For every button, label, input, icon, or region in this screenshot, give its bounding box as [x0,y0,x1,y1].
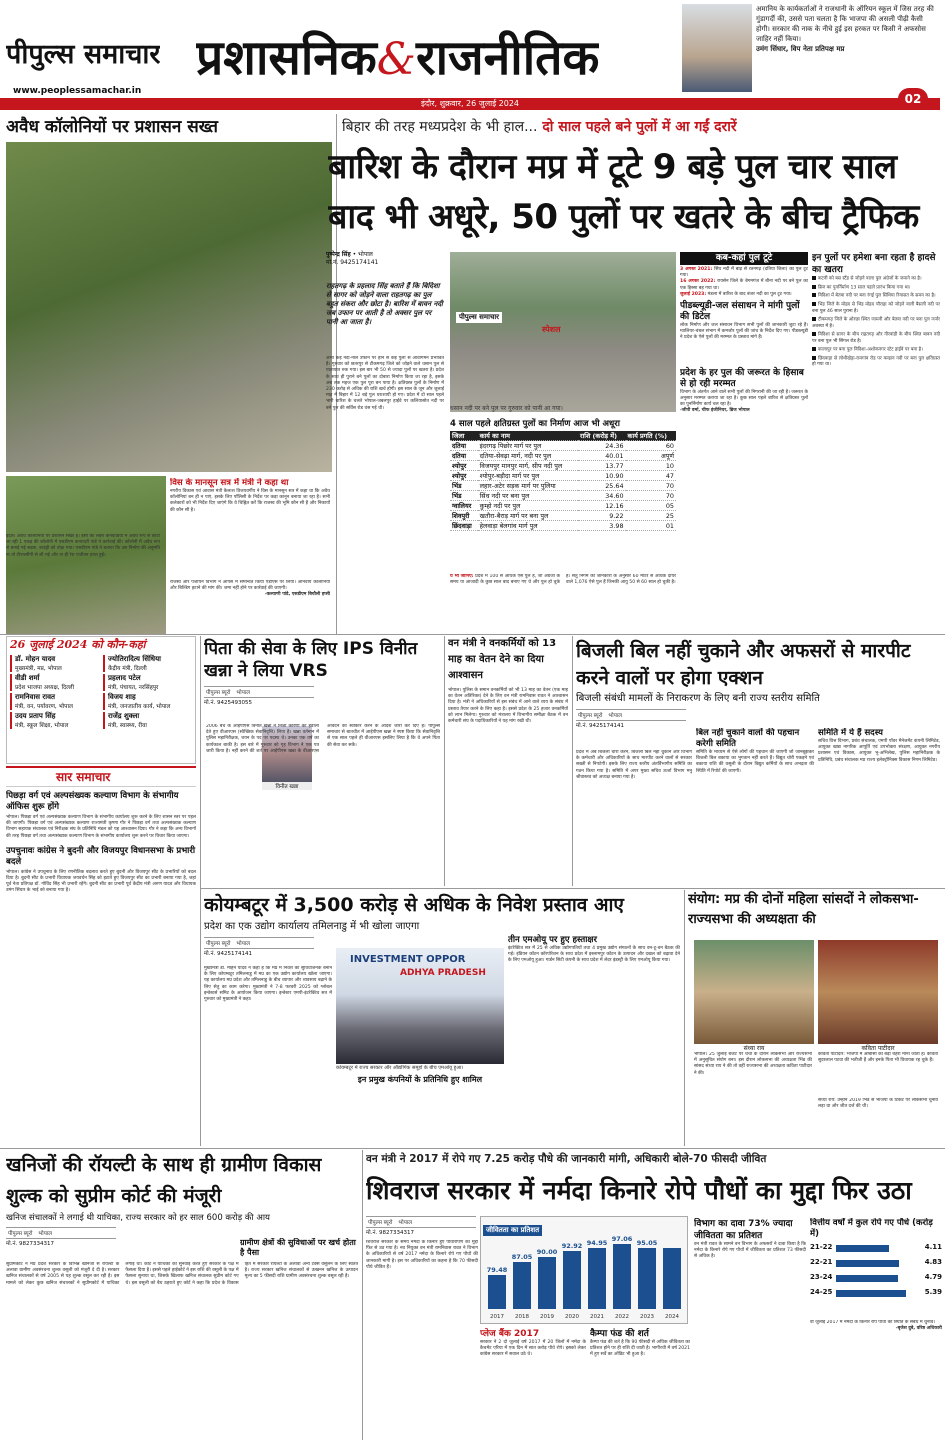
survival-bar [488,1275,506,1309]
bridge-table-cell: 40.01 [578,451,626,461]
coimbatore-subhead: प्रदेश का एक उद्योग कार्यालय तमिलनाडु में भी खोला जाएगा [204,921,420,932]
saar-h2: उपचुनावः कांग्रेस ने बुदनी और विजयपुर विधानसभा के प्रभारी बदले [6,845,196,867]
bridge-table-cell: 3.98 [578,521,626,531]
narmada-kicker: वन मंत्री ने 2017 में रोपे गए 7.25 करोड़ पौधे की जानकारी मांगी, अधिकारी बोले-70 फीसदी जीवित [366,1153,767,1165]
bridge-side [680,252,808,624]
coimbatore-photo: INVESTMENT OPPOR ADHYA PRADESH [336,948,504,1064]
inset-text: नगरीय विकास एवं आवास मंत्री कैलाश विजयवर्गीय ने विस के मानसून सत्र में कहा था कि अवैध कॉलोनियां बन ही न पाएं, इसके लिए पॉलिसी के निर्देश पर कड़ा कानून बनाया जा रहा है। सभी कलेक्टरों को भी निर्देश दिए जाएंगे कि वे चिह्नित करें कि राजस्व की भूमि कौन सी है और निकायों की कौन सी है। [170,489,330,513]
khanij-side-head: ग्रामीण क्षेत्रों की सुविधाओं पर खर्च होता है पैसा [240,1238,356,1257]
page-number: 02 [898,88,928,110]
danger-item: छिंदवाड़ा से लोधीखेड़ा-रामगांव रोड पर कन्हान नदी पर बना पुल क्षतिग्रस्त हो गया था। [812,356,940,368]
sanyog-story [688,890,940,1146]
bridge-table-row [450,511,676,521]
bridge-table-cell: 10.90 [578,471,626,481]
survival-bar [638,1248,656,1309]
pledge-box: प्लेज बैंक 2017 सरकार ने 2 दो जुलाई वर्ष 2017 में 20 जिलों में नर्मदा के कैचमेंट एरिया में एक दिन में सात करोड़ पौधे रोपे। इसको लेकर कांग्रेस सरकार में सवाल उठे थे। [480,1329,586,1358]
bridge-table-cell: 25.64 [578,481,626,491]
plants-year-label: 21-22 [810,1243,833,1251]
river-photo [450,252,676,412]
bijli-story: बिजली बिल नहीं चुकाने और अफसरों से मारपीट करने वालों पर होगा एक्शन बिजली संबंधी मामलों के निराकरण के लिए बनी राज्य स्तरीय समिति पीपुल्स ब्यूरो भोपाल मो.नं. 9425174141 प्रदेश में अब बिजली चोरी करने, बिजली बिल नहीं चुकाने और विभाग के कर्मचारी और अधिकारियों के साथ मारपीट करने वालों से सरकार सख्ती से निपटेगी। इसके लिए राज्य स्तरीय अंतर्विभागीय समिति का गठन किया गया है। समिति में अपर मुख्य सचिव ऊर्जा विभाग मनु श्रीवास्तव को अध्यक्ष बनाया गया है। बिल नहीं चुकाने वालों की पहचान करेगी समिति समिति के माध्यम से ऐसे लोगों की पहचान की जाएगी जो जानबूझकर बिजली बिल बकाया का भुगतान नहीं करते हैं। विद्युत चोरी पकड़ने एवं बकाया राशि की वसूली के दौरान विद्युत कर्मियों के साथ अभद्रता की स्थिति में रिपोर्ट की जाएगी। समिति में ये हैं सदस्य सचिव वित्त विभाग, प्रबंध संचालक, एमपी पॉवर मैनेजमेंट कंपनी लिमिटेड, आयुक्त खाद्य नागरिक आपूर्ति एवं उपभोक्ता संरक्षण, आयुक्त नगरीय प्रशासन एवं विकास, आयुक्त भू-अभिलेख, पुलिस महानिरीक्षक के प्रतिनिधि, प्रबंध संचालक मप्र राज्य इलेक्ट्रॉनिक्स विकास निगम लिमिटेड। [576,638,940,888]
bullet-icon [812,276,816,280]
quote-author-photo [682,4,752,92]
survival-year-label: 2020 [565,1314,579,1320]
bullet-icon [812,302,816,306]
sandhya-photo [694,940,814,1044]
bullet-icon [812,332,816,336]
ips-headline: पिता की सेवा के लिए IPS विनीत खन्ना ने लिया VRS [204,639,418,681]
survival-bar-label: 90.00 [536,1247,558,1256]
coimbatore-sub2: इन प्रमुख कंपनियों के प्रतिनिधि हुए शामिल [357,1075,483,1084]
bullet-icon [812,293,816,297]
bridge-table-header: जिला [450,431,478,441]
budget-title: प्रदेश के हर पुल की जरूरत के हिसाब से हो रही मरम्मत [680,367,804,389]
bridge-table-cell: 24.36 [578,441,626,451]
survival-bar-label: 97.06 [611,1235,633,1244]
dateline: इंदौर, शुक्रवार, 26 जुलाई 2024 [420,99,520,108]
khanij-story: खनिजों की रॉयल्टी के साथ ही ग्रामीण विकास शुल्क को सुप्रीम कोर्ट की मंजूरी खनिज संचालकों ने लगाई थी याचिका, राज्य सरकार को हर साल 600 करोड़ की आय पीपुल्स ब्यूरो भोपाल मो.नं. 9827334317 ग्रामीण क्षेत्रों की सुविधाओं पर खर्च होता है पैसा सुप्रीमकोर्ट ने मप्र प्रदेश सरकार के विभिन्न खनिजों से रायल्टी के अलावा ग्रामीण अवसंरचना शुल्क वसूली को मंजूरी दे दी है। सरकार खनिज संचालकों से वर्ष 2005 से यह शुल्क वसूल कर रही है। इस मामले को लेकर कुछ खनिज संचालकों ने सुप्रीमकोर्ट में याचिका लगाई थी। कोर्ट ने याचिका को सुनवाई करते हुए सरकार के पक्ष में फैसला दिया है। इससे पहले हाईकोर्ट ने इस राशि की वसूली के पक्ष में फैसला सुनाया था, जिसके खिलाफ खनिज संचालक सुप्रीम कोर्ट गए थे। इस वसूली को बैध ठहराते हुए कोर्ट ने कहा कि प्रदेश के विकास हित में सरकार रायल्टी के अलावा अन्य टैक्स वसूलने के लिए स्वतंत्र है। राज्य सरकार खनिज संचालकों से उत्खनन खनिज के उत्पादन मूल्य का 5 फीसदी राशि ग्रामीण अवसंरचना शुल्क वसूल रही है। [6,1150,358,1440]
inset-heading: विस के मानसून सत्र में मंत्री ने कहा था [170,478,289,488]
forest-body: भोपाल। पुलिस के समान वनकर्मियों को भी 13 माह का वेतन (एक माह का वेतन अतिरिक्त) देने के लिए वन मंत्री रामनिवास रावत ने आश्वासन दिया है। मंत्री ने अधिकारियों से इस संबंध में आने वाले व्यय के संबंध में प्रस्ताव तैयार करने के लिए कहा है। इससे प्रदेश के 25 हजार वनकर्मियों को लाभ मिलेगा। गुरुवार को मंत्रालय में विभागीय समीक्षा बैठक में वन कर्मचारी संघ के पदाधिकारियों ने यह मांग रखी थी। [448,688,568,725]
khanij-body: सुप्रीमकोर्ट ने मप्र प्रदेश सरकार के विभिन्न खनिजों से रायल्टी के अलावा ग्रामीण अवसंरचना शुल्क वसूली को मंजूरी दे दी है। सरकार खनिज संचालकों से वर्ष 2005 से यह शुल्क वसूल कर रही है। इस मामले को लेकर कुछ खनिज संचालकों ने सुप्रीमकोर्ट में याचिका लगाई थी। कोर्ट ने याचिका को सुनवाई करते हुए सरकार के पक्ष में फैसला दिया है। इससे पहले हाईकोर्ट ने इस राशि की वसूली के पक्ष में फैसला सुनाया था, जिसके खिलाफ खनिज संचालक सुप्रीम कोर्ट गए थे। इस वसूली को बैध ठहराते हुए कोर्ट ने कहा कि प्रदेश के विकास हित में सरकार रायल्टी के अलावा अन्य टैक्स वसूलने के लिए स्वतंत्र है। राज्य सरकार खनिज संचालकों से उत्खनन खनिज के उत्पादन मूल्य का 5 फीसदी राशि ग्रामीण अवसंरचना शुल्क वसूल रही है। [6,1262,358,1286]
budget-sign: -जीपी वर्मा, चीफ इंजीनियर, ब्रिज भोपाल [680,408,750,414]
bullet-icon [812,317,816,321]
narmada-note: वो जुलाई 2017 में नर्मदा के किनारे रोपे पौधों की स्थिति के संबंध में चुनाव। -बृजेश दुबे, वरिष्ठ अधिकारी [810,1320,942,1332]
plants-bar [836,1260,899,1267]
bullet-icon [812,285,816,289]
when-item: 16 अगस्त 2022: रायसेन जिले के बेगमगंज में बीना नदी पर बने पुल का एक हिस्सा बह गया था। [680,279,808,291]
plants-row [810,1242,942,1255]
danger-item: विदिशा से सागर के बीच राहतगढ़ और नीरवांडी के बीच स्थित बावन नदी पर बना पुल भी सिंगल रोड है। [812,332,940,344]
bridge-table-row [450,501,676,511]
bridges-note: ये भी जानिए: प्रदेश में 100 से अधिक ऐसे पुल हैं, जो अंग्रेजों के समय या आजादी के कुछ साल बाद बनाए गए थे और पुल हो चुके हैं। सेतु निगम की जानकारी के अनुसार 60 मीटर से अधिक दायरे वाले 1,076 ऐसे पुल हैं जिनकी आयु 50 से 60 साल हो चुकी है। [450,574,676,586]
bridge-table-cell: सिंध नदी पर बना पुल [478,491,578,501]
minister-entry: रामनिवास रावत मंत्री, वन, पर्यावरण, भोपाल [10,693,99,710]
bridge-table-row [450,451,676,461]
ministers-title: 26 जुलाई 2024 को कौन-कहां [10,638,146,651]
survival-chart-title: जीवितता का प्रतिशत [483,1225,542,1236]
bridge-table-cell: विजयपुर मानपुर मार्ग, सीप नदी पुल [478,461,578,471]
ministers-box [6,636,196,764]
danger-list [812,276,940,368]
bijli-body: प्रदेश में अब बिजली चोरी करने, बिजली बिल नहीं चुकाने और विभाग के कर्मचारी और अधिकारियों के साथ मारपीट करने वालों से सरकार सख्ती से निपटेगी। इसके लिए राज्य स्तरीय अंतर्विभागीय समिति का गठन किया गया है। समिति में अपर मुख्य सचिव ऊर्जा विभाग मनु श्रीवास्तव को अध्यक्ष बनाया गया है। [576,750,692,780]
bridge-table-cell: खतौरा-बैराड़ मार्ग पर बना पुल [478,511,578,521]
khanij-headline: खनिजों की रॉयल्टी के साथ ही ग्रामीण विकास शुल्क को सुप्रीम कोर्ट की मंजूरी [6,1154,322,1207]
bridge-table-cell: लहार-अटेर सड़क मार्ग पर पुलिया [478,481,578,491]
brand-logo: पीपुल्स समाचार [6,39,161,70]
sanyog-headline: संयोग: मप्र की दोनों महिला सांसदों ने लोकसभा-राज्यसभा की अध्यक्षता की [688,892,919,927]
bijli-box2: समिति में ये हैं सदस्य सचिव वित्त विभाग, प्रबंध संचालक, एमपी पॉवर मैनेजमेंट कंपनी लिमिटेड, आयुक्त खाद्य नागरिक आपूर्ति एवं उपभोक्ता संरक्षण, आयुक्त नगरीय प्रशासन एवं विकास, आयुक्त भू-अभिलेख, पुलिस महानिरीक्षक के प्रतिनिधि, प्रबंध संचालक मप्र राज्य इलेक्ट्रॉनिक्स विकास निगम लिमिटेड। [818,728,940,763]
colonies-photo [6,142,332,472]
narmada-headline: शिवराज सरकार में नर्मदा किनारे रोपे पौधों का मुद्दा फिर उठा [366,1176,912,1205]
narmada-byline: पीपुल्स ब्यूरो भोपाल मो.नं. 9827334317 [366,1216,486,1236]
bridge-table-cell: 70 [626,481,676,491]
saar-t2: भोपाल। कांग्रेस ने उपचुनाव के लिए रणनीतिक बदलाव करते हुए बुदनी और विजयपुर सीट के प्रभारियों को बदल दिया है। बुदनी सीट के प्रभारी विधायक जयवर्धन सिंह को हटाते हुए विजयपुर सीट का प्रभारी बनाया गया है, जहां पूर्व नेता प्रतिपक्ष डॉ. गोविंद सिंह भी प्रभारी रहेंगे। बुदनी सीट का प्रभारी पूर्व केंद्रीय मंत्री अरुण यादव और विधायक उमंग सिंघार के भाई को बनाया गया है। [6,869,196,894]
survival-year-label: 2019 [540,1314,554,1320]
bridges-lead: राहतगढ़ के प्रहलाद सिंह बताते हैं कि बिदिशा से सागर को जोड़ने वाला राहतगढ़ का पुल बहुत संकरा और छोटा है। बारिश में बावन नदी जब उफान पर आती है तो अक्सर पुल पर पानी आ जाता है। [326,282,443,326]
mou-box: तीन एमओयू पर हुए हस्ताक्षर इंटरेक्टिव सत्र में 25 से अधिक उद्योगपतियों तथा 4 प्रमुख उद्योग संगठनों के साथ वन-टू-वन बैठक की गई। इंडियन कॉटन कॉरपोरेशन के साथ प्रदेश में इस्लामपुर कॉटन के उत्पादन और दखल को बढ़ावा देने के लिए एमओयू हुआ। गार्डन सिटी कंपनी के साथ प्रदेश में लेदर इंडस्ट्री के लिए एमओयू किया गया। [508,935,680,964]
bridges-body: अभी कई नदी-नाले उफान पर होने से कई पुलों से आवागमन प्रभावित है। गुरुवार को छतरपुर से टीकमगढ़ जिले को जोड़ने वाले धसान पुल से यातायात रुक गया। इस बार भी 50 से ज्यादा पुलों पर खतरा है। प्रदेश के साथ ही पुराने बने पुलों का दोबारा निर्माण किया जा रहा है, इसके अब तक महज एक पुल पूरा बन पाया है। क्षतिग्रस्त पुलों के निर्माण में 230 करोड़ से अधिक की राशि खर्च होगी। इस साल के जून और जुलाई माह में बिहार में 12 बड़े पुल धराशायी हो गए। प्रदेश में दो साल पहले भारी बारिश के चलते भोपाल-जबलपुर हाईवे पर कलियासोत नदी पर बने पुल की सर्विस रोड धंस गई थी। [326,356,444,411]
plants-chart [810,1218,942,1318]
survival-bar-label: 79.48 [486,1265,508,1274]
minister-entry: ज्योतिरादित्य सिंधिया केंद्रीय मंत्री, दिल्ली [103,655,192,672]
bridges-headline: बारिश के दौरान मप्र में टूटे 9 बड़े पुल चार साल बाद भी अधूरे, 50 पुलों पर खतरे के बीच ट्रैफिक [328,147,919,237]
survival-year-label: 2022 [615,1314,629,1320]
minister-entry: विजय शाह मंत्री, जनजातीय कार्य, भोपाल [103,693,192,710]
website-url[interactable]: www.peoplessamachar.in [13,86,142,96]
plants-row [810,1272,942,1285]
survival-bar [613,1244,631,1309]
quote-author: उमंग सिंघार, विप नेता प्रतिपक्ष मप्र [756,45,845,53]
bridge-table-header: कार्य प्रगति (%) [626,431,676,441]
bridge-table-header: राशि (करोड़ में) [578,431,626,441]
photo-tag: स्पेशल [542,325,561,334]
side-caption: राजस्व और पंजीयन विभाग ने आपस में समन्वित किया एडीएस पर लिया। अनिवार्य कॉलोनियों और बिल्डिंग हटाने की मांग की। जमा नहीं होने पर कार्रवाई की जाएगी। -कल्याणी पांडे, एसडीएम बिचौली हप्सी [170,580,330,598]
plants-value-label: 4.11 [924,1243,942,1251]
bridge-table-cell: श्योपुर [450,461,478,471]
danger-title: इन पुलों पर हमेशा बना रहता है हादसे का खतरा [812,253,936,275]
ips-story: पिता की सेवा के लिए IPS विनीत खन्ना ने लिया VRS पीपुल्स ब्यूरो भोपाल मो.नं. 9425493055 विनीत खन्ना 2006 बैच के आईपीएस विनीत खन्ना ने निजी कारणों का हवाला देते हुए वीआरएस (स्वैच्छिक सेवानिवृत्ति) लिया है। खन्ना वर्तमान में पुलिस महानिरीक्षक, चयन के पद पर पदस्थ थे। उनका एक वर्ष का कार्यकाल बाकी है। इस बारे में गुरुवार को गृह विभाग ने एक पत्र जारी किया है। नहीं करने की शर्त पर आईपीएस खन्ना के वीआरएस आवेदन को स्वीकार करने के आदेश जारी कर दिए हैं। पीपुल्स समाचार से बातचीत में आईपीएस खन्ना ने स्पष्ट किया कि सेवानिवृत्ति से एक साल पहले ही वीआरएस इसलिए लिया है कि वे अपने पिता की सेवा कर सकें। [204,638,440,888]
bridge-table-row [450,491,676,501]
when-list [680,267,808,298]
bridge-table-cell: शिवपुरी [450,511,478,521]
bridge-table-cell: 13.77 [578,461,626,471]
bridge-table-cell: हेलवाड़ा बेलगांव मार्ग पुल [478,521,578,531]
bridge-table-title: 4 साल पहले क्षतिग्रस्त पुलों का निर्माण आज भी अधूरा [450,419,620,429]
kavita-name: कविता पाटीदार [861,1045,895,1052]
kavita-photo [818,940,938,1044]
plants-value-label: 5.39 [924,1288,942,1296]
plants-chart-plot [810,1242,942,1318]
bridge-table-cell: श्योपुर [450,471,478,481]
sanyog-text1: भोपाल। 25 जुलाई बजट पर चर्चा के दौरान लोकसभा और राज्यसभा में अनुसूचित संयोग बना। इस दौरान लोकसभा की अध्यक्षता भिंड की सांसद संध्या राय ने की तो वहीं राज्यसभा की अध्यक्षता कविता पाटीदार ने की। [694,1052,812,1076]
plants-year-label: 22-21 [810,1258,833,1266]
bridge-table-cell: 34.60 [578,491,626,501]
photo-label: पीपुल्स समाचार [456,312,502,323]
bridge-table-row [450,461,676,471]
survival-year-label: 2023 [640,1314,654,1320]
danger-item: भिंड जिले के मोहद से भिंड मोहद चौराहा को जोड़ने वाली बैसली नदी पर बना पुल 46 साल पुराना है। [812,302,940,314]
bridge-table-row [450,471,676,481]
bridge-table-cell: श्योपुर-बड़ौदा मार्ग पर पुल [478,471,578,481]
plants-row [810,1287,942,1300]
minister-entry: डॉ. मोहन यादव मुख्यमंत्री, मप्र, भोपाल [10,655,99,672]
quote-text: अमानिय के कार्यकर्ताओं ने राजधानी के ऑरियन स्कूल में जिस तरह की गुंडागर्दी की, उससे पता चलता है कि भाजपा की असली पीढ़ी कैसी होगी। सरकार की नाक के नीचे हुई इस हरकत पर किसी ने अफसोस जाहिर नहीं किया। [756,5,934,43]
when-item: जुलाई 2023: मंडला में बारिश के बाद बंजर नदी का पुल टूट गया। [680,291,792,297]
plants-year-label: 24-25 [810,1288,833,1296]
survival-bar [563,1251,581,1309]
survival-bar-label: 95.05 [636,1238,658,1247]
bridge-table-cell: छिंदवाड़ा [450,521,478,531]
pwd-text: लोक निर्माण और जल संसाधन विभाग सभी पुलों की जानकारी जुटा रहे हैं। ग्वालियर-चंबल संभाग में कमजोर पुलों की जांच के निर्देश दिए गए। पीडब्ल्यूडी ने प्रदेश के ऐसे पुलों की मरम्मत के प्रस्ताव मांगे हैं। [680,323,808,341]
danger-item: ब्रिज का पुनर्निर्माण 13 साल पहले प्रारंभ किया गया था। [812,285,940,292]
ips-body: 2006 बैच के आईपीएस विनीत खन्ना ने निजी कारणों का हवाला देते हुए वीआरएस (स्वैच्छिक सेवानिवृत्ति) लिया है। खन्ना वर्तमान में पुलिस महानिरीक्षक, चयन के पद पर पदस्थ थे। उनका एक वर्ष का कार्यकाल बाकी है। इस बारे में गुरुवार को गृह विभाग ने एक पत्र जारी किया है। नहीं करने की शर्त पर आईपीएस खन्ना के वीआरएस आवेदन को स्वीकार करने के आदेश जारी कर दिए हैं। पीपुल्स समाचार से बातचीत में आईपीएस खन्ना ने स्पष्ट किया कि सेवानिवृत्ति से एक साल पहले ही वीआरएस इसलिए लिया है कि वे अपने पिता की सेवा कर सकें। [206,724,440,754]
danger-item: कटनी को बस स्टैंड से जोड़ने वाला पुल अंग्रेजों के जमाने का है। [812,276,940,283]
survival-year-label: 2024 [665,1314,679,1320]
when-title: कब-कहां पुल टूटे [680,252,808,265]
bridge-table-cell: दतिया [450,441,478,451]
ips-photo-caption: विनीत खन्ना [262,782,312,790]
section-title: प्रशासनिक & राजनीतिक [196,30,600,86]
bridge-table-cell: कुम्हो नदी पर पुल [478,501,578,511]
bridge-table-cell: इंदरगढ़ पिछोर मार्ग पर पुल [478,441,578,451]
bridge-table-cell: 9.22 [578,511,626,521]
survival-chart [480,1216,688,1324]
survival-year-label: 2017 [490,1314,504,1320]
coimbatore-photo-caption: कोयम्बटूर में राज्य सरकार और औद्योगिक समूहों के बीच एमओयू हुआ। [336,1065,464,1071]
minister-entry: राजेंद्र शुक्ला मंत्री, स्वास्थ्य, रीवा [103,712,192,729]
coimbatore-headline: कोयम्बटूर में 3,500 करोड़ से अधिक के निवेश प्रस्ताव आए [204,894,624,916]
plants-bar [836,1275,898,1282]
survival-bar [663,1248,681,1309]
bijli-subhead: बिजली संबंधी मामलों के निराकरण के लिए बनी राज्य स्तरीय समिति [576,693,820,704]
when-item: 3 अगस्त 2021: सिंध नदी में बाढ़ से रतनगढ़ (दतिया जिला) का पुल टूट गया। [680,267,808,279]
bijli-box1: बिल नहीं चुकाने वालों की पहचान करेगी समिति समिति के माध्यम से ऐसे लोगों की पहचान की जाएगी जो जानबूझकर बिजली बिल बकाया का भुगतान नहीं करते हैं। विद्युत चोरी पकड़ने एवं बकाया राशि की वसूली के दौरान विद्युत कर्मियों के साथ अभद्रता की स्थिति में रिपोर्ट की जाएगी। [696,728,814,774]
survival-bar-label: 87.05 [511,1252,533,1261]
sanyog-text2: कविता पाटीदार: भाजपा में ओबीसी का बड़ा चेहरा माना जाता है। कविता सुदरलाल पटवा की भतीजी हैं और इनके पिता भी विधायक रह चुके हैं। [818,1052,938,1064]
minister-entry: वीडी शर्मा प्रदेश भाजपा अध्यक्ष, दिल्ली [10,674,99,691]
bridge-table-cell: 60 [626,441,676,451]
bridge-table-cell: 70 [626,491,676,501]
bridge-table-cell: 05 [626,501,676,511]
survival-bar-label: 92.92 [561,1242,583,1251]
forest-story [448,636,568,886]
survival-bar [588,1248,606,1309]
bridge-table-cell: 10 [626,461,676,471]
bridge-table-cell: भिंड [450,481,478,491]
river-photo-caption: धसान नदी पर बने पुल पर गुरुवार को पानी आ गया। [450,405,563,412]
survival-year-label: 2021 [590,1314,604,1320]
narmada-body: शिवराज सरकार के समय नर्मदा के किनारे हुए पौधारोपण का मुद्दा फिर से उठ गया है। नव नियुक्त वन मंत्री रामनिवास रावत ने विभाग के अधिकारियों से वर्ष 2017 नर्मदा के किनारे रोपे गए पौधों की जानकारी मांगी है। इस पर अधिकारियों का कहना है कि 70 फीसदी पौधे जीवित हैं। [366,1240,478,1270]
danger-item: विदिशा में बेतवा नदी पर बना रंगई पुल सिंधिया रियासत के समय का है। [812,293,940,300]
saar-title: सार समाचार [6,766,196,787]
budget-text: विभाग के अंतर्गत आने वाले सभी पुलों की निगरानी की जा रही है। जरूरत के अनुसार मरम्मत कराया जा रहा है। कुछ साल पहले बारिश से क्षतिग्रस्त पुलों का पुनर्निर्माण कार्य चल रहा है। [680,389,808,408]
bijli-headline: बिजली बिल नहीं चुकाने और अफसरों से मारपीट करने वालों पर होगा एक्शन [576,640,911,689]
coimbatore-story: कोयम्बटूर में 3,500 करोड़ से अधिक के निवेश प्रस्ताव आए प्रदेश का एक उद्योग कार्यालय तमिलनाडु में भी खोला जाएगा पीपुल्स ब्यूरो भोपाल मो.नं. 9425174141 मुख्यमंत्री डॉ. मोहन यादव ने कहा है कि मप्र में निवेश की सुविधाजनक बनाने के लिए कोयम्बटूर तमिलनाडु में मप्र का एक उद्योग कार्यालय खोला जाएगा। यह कार्यालय मप्र प्रदेश और तमिलनाडु के बीच व्यापार और व्यवसाय बढ़ाने के लिए सेतु का काम करेगा। मुख्यमंत्री ने 7-8 फरवरी 2025 को ग्लोबल इन्वेस्टर्स समिट के आयोजन किया जाएगा। इन्वेस्टर एमपी-इंटरेक्टिव सत्र में गुरुवार को मुख्यमंत्री ने कहा। INVESTMENT OPPOR ADHYA PRADESH कोयम्बटूर में राज्य सरकार और औद्योगिक समूहों के बीच एमओयू हुआ। इन प्रमुख कंपनियों के प्रतिनिधि हुए शामिल तीन एमओयू पर हुए हस्ताक्षर इंटरेक्टिव सत्र में 25 से अधिक उद्योगपतियों तथा 4 प्रमुख उद्योग संगठनों के साथ वन-टू-वन बैठक की गई। इंडियन कॉटन कॉरपोरेशन के साथ प्रदेश में इस्लामपुर कॉटन के उत्पादन और दखल को बढ़ावा देने के लिए एमओयू हुआ। गार्डन सिटी कंपनी के साथ प्रदेश में लेदर इंडस्ट्री के लिए एमओयू किया गया। [204,890,680,1146]
plants-value-label: 4.83 [924,1258,942,1266]
danger-box [812,252,940,624]
plants-value-label: 4.79 [924,1273,942,1281]
bridge-table-cell: 47 [626,471,676,481]
bridges-byline: पुष्पेन्द्र सिंह • भोपाल मो.नं. 9425174141 [326,251,379,266]
bridge-table-cell: 12.16 [578,501,626,511]
survival-year-label: 2018 [515,1314,529,1320]
forest-headline: वन मंत्री ने वनकर्मियों को 13 माह का वेतन देने का दिया आश्वासन [448,638,557,681]
plants-year-label: 23-24 [810,1273,833,1281]
bridge-table-cell: दतिया-सेवढ़ा मार्ग, नदी पर पुल [478,451,578,461]
survival-chart-plot [485,1235,683,1320]
bridge-table-row [450,521,676,531]
survival-bar [538,1257,556,1310]
saar-t1: भोपाल। पिछड़ा वर्ग एवं अल्पसंख्यक कल्याण विभाग के संभागीय कार्यालय शुरू करने के लिए शासन स्तर पर पहल की जाएगी। पिछड़ा वर्ग एवं अल्पसंख्यक कल्याण राज्यमंत्री कृष्णा गौर ने पिछड़ा वर्ग तथा अल्पसंख्यक कल्याण विभाग सहायक संचालक एवं निरीक्षक संघ के प्रतिनिधि मंडल को यह आश्वासन दिया। गौर ने कहा कि अन्य विभागों की तरह पिछड़ा वर्ग तथा अल्पसंख्यक कल्याण विभाग के संभागीय कार्यालय शुरू करने पर विचार किया जाएगा। [6,815,196,839]
colonies-heading: अवैध कॉलोनियों पर प्रशासन सख्त [6,117,218,137]
sanyog-text3: संध्या राय: उन्होंने 2019 भिंड से भाजपा के टिकट पर लोकसभा चुनाव लड़ा था और जीत दर्ज की थी। [818,1098,938,1110]
khanij-subhead: खनिज संचालकों ने लगाई थी याचिका, राज्य सरकार को हर साल 600 करोड़ की आय [6,1213,270,1223]
colonies-caption: इंदौर। अवैध कॉलोनियों पर प्रशासन सख्त है। इसी को लेकर कनवाडिया में अवैध रूप से काटी जा रही 1 एकड़ की कॉलोनी में एसडीएम कन्यादरी पांडे ने कार्रवाई की। कॉलोनी में अवैध रूप से बनाई गई सड़क, बाउंड्री को तोड़ा गया। एसडीएम पांडे ने बताया कि उस निर्माण की अनुमति ना तो टीएनसीपी से ली गई और ना ही रेरा पंजीयन प्राप्त हुई। [6,534,160,558]
dept-box: विभाग का दावा 73% ज्यादा जीवितता का प्रतिशत वन मंत्री रावत के सामने वन विभाग के अफसरों ने दावा किया है कि नर्मदा के किनारे रोपे गए पौधों में जीवितता का प्रतिशत 73 फीसदी से अधिक है। [694,1219,806,1260]
danger-item: कालापुर पर बना पुल विदिशा-अशोकनगर स्टेट हाईवे पर बना है। [812,347,940,354]
bridge-table-cell: 25 [626,511,676,521]
bullet-icon [812,356,816,360]
bridge-table-row [450,441,676,451]
plants-chart-title: वित्तीय वर्षों में कुल रोपे गए पौधे (करोड़ में) [810,1218,933,1239]
plants-bar [836,1245,889,1252]
sandhya-name: संध्या राय [743,1045,765,1052]
bridge-table-grid [450,431,676,531]
saar-h1: पिछड़ा वर्ग एवं अल्पसंख्यक कल्याण विभाग के संभागीय ऑफिस शुरू होंगे [6,791,179,812]
plants-bar [836,1290,906,1297]
bridge-table-cell: दतिया [450,451,478,461]
masthead [0,0,945,112]
saar-box [6,766,196,1146]
minister-entry: प्रहलाद पटेल मंत्री, पंचायत, नरसिंहपुर [103,674,192,691]
survival-bar [513,1262,531,1309]
bridge-table [450,418,676,568]
coimbatore-body: मुख्यमंत्री डॉ. मोहन यादव ने कहा है कि मप्र में निवेश की सुविधाजनक बनाने के लिए कोयम्बटूर तमिलनाडु में मप्र का एक उद्योग कार्यालय खोला जाएगा। यह कार्यालय मप्र प्रदेश और तमिलनाडु के बीच व्यापार और व्यवसाय बढ़ाने के लिए सेतु का काम करेगा। मुख्यमंत्री ने 7-8 फरवरी 2025 को ग्लोबल इन्वेस्टर्स समिट के आयोजन किया जाएगा। इन्वेस्टर एमपी-इंटरेक्टिव सत्र में गुरुवार को मुख्यमंत्री ने कहा। [204,966,332,1003]
bridge-table-cell: अपूर्ण [626,451,676,461]
danger-item: टीकमगढ़ जिले के ओरछा स्थित जामनी और बेतवा नदी पर बना पुल जर्जर अवस्था में है। [812,317,940,329]
minister-entry: उदय प्रताप सिंह मंत्री, स्कूल शिक्षा, भोपाल [10,712,99,729]
quote-box [756,4,936,90]
bridge-table-row [450,481,676,491]
pwd-title: पीडब्ल्यूडी-जल संसाधन ने मांगी पुलों की डिटेल [680,301,800,323]
bridge-table-cell: 01 [626,521,676,531]
date-strip [0,98,940,110]
bridge-table-cell: भिंड [450,491,478,501]
bridge-table-header: कार्य का नाम [478,431,578,441]
plants-row [810,1257,942,1270]
camp-box: कैम्पा फंड की शर्त कैम्पा फंड की शर्त है कि 90 फीसदी से अधिक जीवितता का प्रतिशत होने पर ही राशि दी जाती है। भागीरथी में वर्ष 2021 में हुए सर्वे का ऑडिट भी हुआ है। [590,1329,690,1358]
bullet-icon [812,347,816,351]
survival-bar-label: 94.95 [586,1238,608,1247]
bridges-kicker: बिहार की तरह मध्यप्रदेश के भी हाल... दो साल पहले बने पुलों में आ गईं दरारें [342,119,737,135]
bridge-table-cell: ग्वालियर [450,501,478,511]
